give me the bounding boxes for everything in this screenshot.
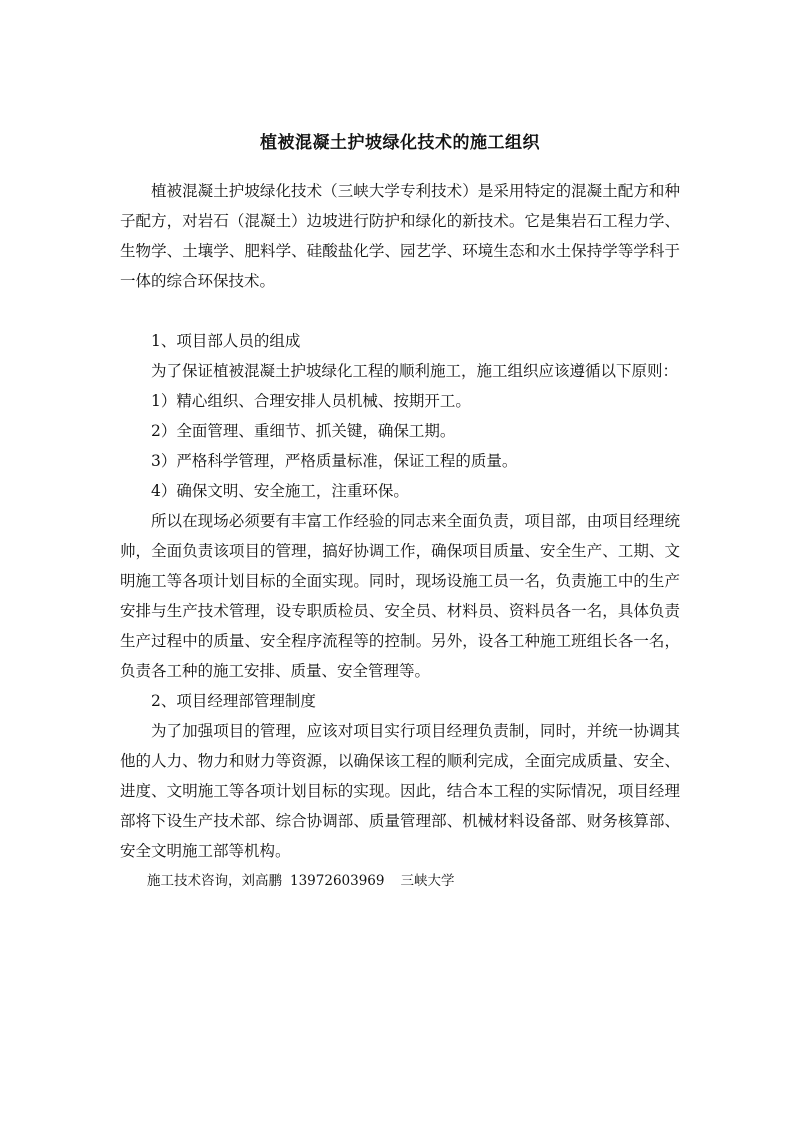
contact-organization: 三峡大学 — [400, 873, 455, 889]
contact-phone: 13972603969 — [290, 873, 385, 889]
principle-item: 3）严格科学管理，严格质量标准，保证工程的质量。 — [151, 452, 518, 470]
section2-heading: 2、项目经理部管理制度 — [151, 692, 316, 710]
intro-paragraph: 植被混凝土护坡绿化技术（三峡大学专利技术）是采用特定的混凝土配方和种子配方，对岩石（混凝土）边坡进行防护和绿化的新技术。它是集岩石工程力学、生物学、土壤学、肥料学、硅酸盐化学、园艺学、环境生态和水土保持学等学科于一体的综合环保技术。 — [120, 182, 680, 290]
principle-item: 2）全面管理、重细节、抓关键，确保工期。 — [151, 422, 456, 440]
section1-lead: 为了保证植被混凝土护坡绿化工程的顺利施工，施工组织应该遵循以下原则： — [151, 362, 679, 380]
principle-item: 1）精心组织、合理安排人员机械、按期开工。 — [151, 392, 471, 410]
section1-body: 所以在现场必须要有丰富工作经验的同志来全面负责，项目部，由项目经理统帅，全面负责该项目的管理，搞好协调工作，确保项目质量、安全生产、工期、文明施工等各项计划目标的全面实现。同时，现场设施工员一名，负责施工中的生产安排与生产技术管理，设专职质检员、安全员、材料员、资料员各一名，具体负责生产过程中的质量、安全程序流程等的控制。另外，设各工种施工班组长各一名，负责各工种的施工安排、质量、安全管理等。 — [120, 512, 680, 680]
paragraph-spacer — [120, 296, 680, 326]
principle-item: 4）确保文明、安全施工，注重环保。 — [151, 482, 409, 500]
contact-footer — [120, 866, 680, 896]
document-title: 植被混凝土护坡绿化技术的施工组织 — [260, 133, 540, 153]
section2-body: 为了加强项目的管理，应该对项目实行项目经理负责制，同时，并统一协调其他的人力、物力和财力等资源，以确保该工程的顺利完成，全面完成质量、安全、进度、文明施工等各项计划目标的实现。因此，结合本工程的实际情况，项目经理部将下设生产技术部、综合协调部、质量管理部、机械材料设备部、财务核算部、安全文明施工部等机构。 — [120, 722, 680, 860]
section1-heading: 1、项目部人员的组成 — [151, 332, 301, 350]
consult-label: 施工技术咨询，刘高鹏 — [147, 873, 282, 889]
document-body — [120, 176, 680, 896]
